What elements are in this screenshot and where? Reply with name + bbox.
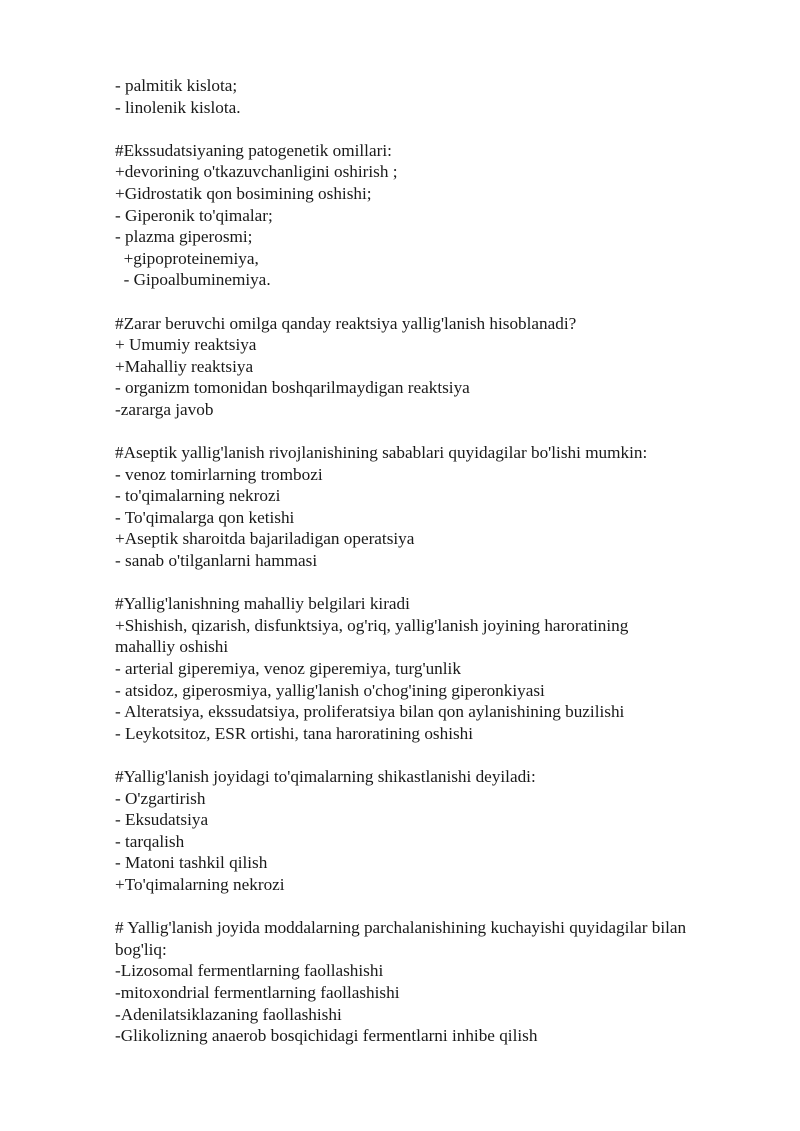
- answer-option: -Glikolizning anaerob bosqichidagi fermentlarni inhibe qilish: [115, 1026, 538, 1046]
- answer-option: - plazma giperosmi;: [115, 227, 253, 247]
- answer-option: +Shishish, qizarish, disfunktsiya, og'riq, yallig'lanish joyining haroratining: [115, 615, 629, 635]
- answer-option: +gipoproteinemiya,: [115, 248, 259, 268]
- answer-option: +Mahalliy reaktsiya: [115, 356, 254, 376]
- question-text: #Aseptik yallig'lanish rivojlanishining sabablari quyidagilar bo'lishi mumkin:: [115, 443, 648, 463]
- answer-option: - Giperonik to'qimalar;: [115, 205, 273, 225]
- question-block: [115, 140, 755, 291]
- answer-option: - Alteratsiya, ekssudatsiya, proliferatsiya bilan qon aylanishining buzilishi: [115, 702, 625, 722]
- continuation-block: [115, 75, 755, 118]
- answer-option: - Matoni tashkil qilish: [115, 853, 268, 873]
- question-text: #Yallig'lanish joyidagi to'qimalarning shikastlanishi deyiladi:: [115, 767, 536, 786]
- blank-line: [115, 572, 755, 594]
- answer-option: +To'qimalarning nekrozi: [115, 874, 285, 894]
- answer-option: - atsidoz, giperosmiya, yallig'lanish o'chog'ining giperonkiyasi: [115, 680, 545, 700]
- answer-option: - organizm tomonidan boshqarilmaydigan reaktsiya: [115, 378, 470, 398]
- answer-option: - O'zgartirish: [115, 788, 206, 808]
- question-text: #Ekssudatsiyaning patogenetik omillari:: [115, 140, 392, 160]
- answer-option: - venoz tomirlarning trombozi: [115, 464, 323, 484]
- question-block: [115, 766, 755, 896]
- answer-option: - palmitik kislota;: [115, 76, 238, 95]
- question-block: [115, 442, 755, 572]
- answer-option: +Aseptik sharoitda bajariladigan operatsiya: [115, 529, 415, 549]
- answer-option: - sanab o'tilganlarni hammasi: [115, 551, 318, 571]
- blank-line: [115, 744, 755, 766]
- answer-option: + Umumiy reaktsiya: [115, 335, 257, 355]
- blank-line: [115, 421, 755, 443]
- answer-option: -mitoxondrial fermentlarning faollashishi: [115, 982, 400, 1002]
- answer-option: - to'qimalarning nekrozi: [115, 486, 281, 506]
- answer-option: - To'qimalarga qon ketishi: [115, 507, 295, 527]
- answer-option: +devorining o'tkazuvchanligini oshirish ;: [115, 162, 398, 182]
- answer-option: -Lizosomal fermentlarning faollashishi: [115, 961, 384, 981]
- question-block: [115, 593, 755, 744]
- answer-option: bog'liq:: [115, 939, 167, 959]
- answer-option: -zararga javob: [115, 399, 214, 419]
- blank-line: [115, 118, 755, 140]
- answer-option: - Eksudatsiya: [115, 810, 209, 830]
- answer-option: - linolenik kislota.: [115, 97, 241, 117]
- answer-option: - arterial giperemiya, venoz giperemiya, turg'unlik: [115, 659, 461, 679]
- answer-option: - tarqalish: [115, 831, 185, 851]
- answer-option: - Gipoalbuminemiya.: [115, 270, 271, 290]
- blank-line: [115, 291, 755, 313]
- question-text: #Yallig'lanishning mahalliy belgilari kiradi: [115, 594, 410, 614]
- document-page: [115, 75, 755, 1047]
- answer-option: mahalliy oshishi: [115, 637, 229, 657]
- answer-option: - Leykotsitoz, ESR ortishi, tana haroratining oshishi: [115, 723, 474, 743]
- answer-option: +Gidrostatik qon bosimining oshishi;: [115, 183, 372, 203]
- blank-line: [115, 896, 755, 918]
- question-text: #Zarar beruvchi omilga qanday reaktsiya yallig'lanish hisoblanadi?: [115, 313, 577, 333]
- answer-option: -Adenilatsiklazaning faollashishi: [115, 1004, 342, 1024]
- question-block: [115, 313, 755, 421]
- question-block: [115, 917, 755, 1047]
- question-text: # Yallig'lanish joyida moddalarning parchalanishining kuchayishi quyidagilar bilan: [115, 918, 687, 938]
